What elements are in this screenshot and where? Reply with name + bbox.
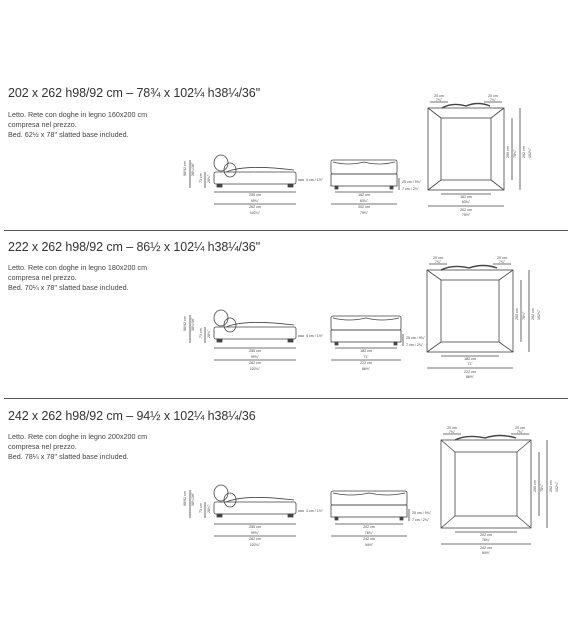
dim-label: 4 cm / 1½'' xyxy=(306,509,324,513)
dim-label: 102¼'' xyxy=(249,367,261,371)
dim-label: 71'' xyxy=(467,362,473,366)
dim-label: 102¼'' xyxy=(249,543,261,547)
dim-label: 38¼/36'' xyxy=(191,162,195,176)
dim-label: 7¾'' xyxy=(498,260,506,264)
dim-label: 255 cm xyxy=(249,525,261,529)
dim-label: 7 cm / 2¾'' xyxy=(406,343,424,347)
dim-label: 4 cm / 1½'' xyxy=(306,334,324,338)
dim-label: 222 cm xyxy=(464,370,476,374)
front-view xyxy=(331,491,409,536)
dim-label: 202 cm xyxy=(358,205,370,209)
dim-label: 86½'' xyxy=(361,367,371,371)
dim-label: 98/92 cm xyxy=(183,161,187,176)
dim-label: 25 cm / 9¾'' xyxy=(402,180,422,184)
dim-label: 202 cm xyxy=(480,533,492,537)
dim-label: 200 cm xyxy=(506,146,510,158)
dim-label: 262 cm xyxy=(249,205,261,209)
dim-label: 7¾'' xyxy=(516,430,524,434)
dim-label: 262 cm xyxy=(531,308,535,320)
dim-label: 20 cm xyxy=(515,426,525,430)
dim-label: 7 cm / 2¾'' xyxy=(402,187,420,191)
dim-label: 99¾'' xyxy=(250,355,260,359)
dim-label: 99¾'' xyxy=(250,199,260,203)
description-line: Letto. Rete con doghe in legno 180x200 cm xyxy=(8,263,148,272)
dim-label: 7¾'' xyxy=(435,98,443,102)
dim-label: 202 cm xyxy=(363,525,375,529)
dim-label: 262 cm xyxy=(522,146,526,158)
dim-label: 20 cm xyxy=(497,256,507,260)
dim-label: 78¾'' xyxy=(513,149,517,158)
dim-label: 7¾'' xyxy=(448,430,456,434)
front-view-labels xyxy=(363,511,431,547)
dim-label: 63¾'' xyxy=(359,199,369,203)
dim-label: 94½'' xyxy=(481,551,491,555)
dim-label: 73 cm xyxy=(199,328,203,338)
dim-label: 73 cm xyxy=(199,173,203,183)
dim-label: 86½'' xyxy=(465,375,475,379)
dim-label: 7 cm / 2¾'' xyxy=(412,518,430,522)
dim-label: 200 cm xyxy=(533,480,537,492)
dim-label: 73 cm xyxy=(199,503,203,513)
dim-label: 102¼'' xyxy=(249,211,261,215)
dim-label: 4 cm / 1½'' xyxy=(306,178,324,182)
section-title: 202 x 262 h98/92 cm – 78¾ x 102¼ h38¼/36'' xyxy=(8,86,261,100)
dim-label: 94½'' xyxy=(364,543,374,547)
top-view xyxy=(441,434,547,544)
dim-label: 78¾'' xyxy=(481,538,491,542)
dim-label: 20 cm xyxy=(433,256,443,260)
dim-label: 38¼/36'' xyxy=(191,492,195,506)
description-line: compresa nel prezzo. xyxy=(8,273,77,282)
dim-label: 98/92 cm xyxy=(183,316,187,331)
dim-label: 162 cm xyxy=(358,193,370,197)
dim-label: 162 cm xyxy=(460,195,472,199)
dim-label: 102¼'' xyxy=(555,481,559,492)
dim-label: 182 cm xyxy=(360,349,372,353)
dim-label: 78¾'' xyxy=(522,311,526,320)
dim-label: 79½'' xyxy=(461,213,471,217)
dim-label: 182 cm xyxy=(464,357,476,361)
dim-label: 7¾'' xyxy=(434,260,442,264)
dim-label: 102¼'' xyxy=(528,147,532,158)
dim-label: 262 cm xyxy=(249,361,261,365)
dim-label: 262 cm xyxy=(549,480,553,492)
dim-label: 28¾'' xyxy=(207,329,211,338)
dim-label: 242 cm xyxy=(363,537,375,541)
top-view-labels xyxy=(447,426,559,555)
dim-label: 99¾'' xyxy=(250,531,260,535)
description-line: Letto. Rete con doghe in legno 160x200 cm xyxy=(8,110,148,119)
dim-label: 78¾'' xyxy=(364,531,374,535)
dim-label: 20 cm xyxy=(447,426,457,430)
description-line: Letto. Rete con doghe in legno 200x200 cm xyxy=(8,432,148,441)
description-line: Bed. 70¼ x 78'' slatted base included. xyxy=(8,283,129,292)
dim-label: 63¾'' xyxy=(461,200,471,204)
section-title: 242 x 262 h98/92 cm – 94½ x 102¼ h38¼/36 xyxy=(8,409,256,423)
description-line: compresa nel prezzo. xyxy=(8,120,77,129)
dim-label: 79½'' xyxy=(359,211,369,215)
side-view-labels xyxy=(183,491,323,547)
dim-label: 78¾'' xyxy=(540,483,544,492)
section-title: 222 x 262 h98/92 cm – 86½ x 102¼ h38¼/36'' xyxy=(8,240,261,254)
dim-label: 7¾'' xyxy=(489,98,497,102)
dim-label: 255 cm xyxy=(249,193,261,197)
description-line: compresa nel prezzo. xyxy=(8,442,77,451)
dim-label: 200 cm xyxy=(515,308,519,320)
dim-label: 71'' xyxy=(363,355,369,359)
dim-label: 102¼'' xyxy=(537,309,541,320)
dim-label: 98/92 cm xyxy=(183,491,187,506)
dim-label: 222 cm xyxy=(360,361,372,365)
dim-label: 255 cm xyxy=(249,349,261,353)
dim-label: 202 cm xyxy=(460,208,472,212)
dim-label: 25 cm / 9¾'' xyxy=(412,511,432,515)
dim-label: 20 cm xyxy=(488,94,498,98)
dim-label: 262 cm xyxy=(249,537,261,541)
dim-label: 242 cm xyxy=(480,546,492,550)
dim-label: 28¾'' xyxy=(207,174,211,183)
dim-label: 25 cm / 9¾'' xyxy=(406,336,426,340)
description-line: Bed. 62½ x 78'' slatted base included. xyxy=(8,130,129,139)
dim-label: 28¾'' xyxy=(207,504,211,513)
dim-label: 20 cm xyxy=(434,94,444,98)
dim-label: 38¼/36'' xyxy=(191,317,195,331)
description-line: Bed. 78¼ x 78'' slatted base included. xyxy=(8,452,129,461)
